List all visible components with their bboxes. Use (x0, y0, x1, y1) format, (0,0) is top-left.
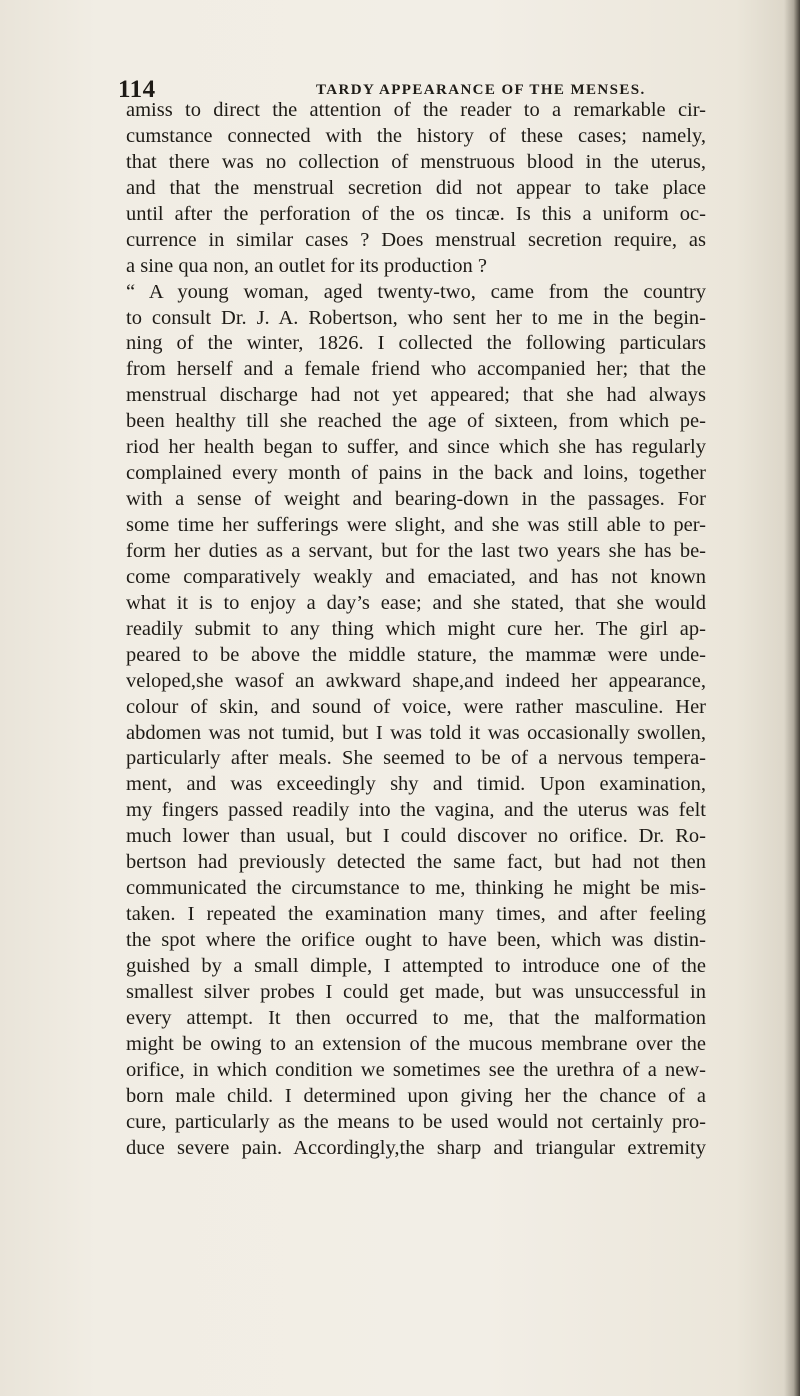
text-line: “ A young woman, aged twenty-two, came from the country (126, 280, 706, 303)
text-line: guished by a small dimple, I attempted to introduce one of the (126, 954, 706, 977)
text-line: amiss to direct the attention of the reader to a remarkable cir- (126, 99, 706, 121)
text-line: much lower than usual, but I could discover no orifice. Dr. Ro- (126, 825, 706, 848)
text-line: colour of skin, and sound of voice, were rather masculine. Her (126, 695, 706, 718)
text-line: a sine qua non, an outlet for its production ? (126, 254, 487, 277)
text-line: come comparatively weakly and emaciated, and has not known (126, 565, 706, 588)
text-line: readily submit to any thing which might cure her. The girl ap- (126, 617, 706, 640)
text-line: and that the menstrual secretion did not appear to take place (126, 176, 706, 199)
text-line: form her duties as a servant, but for the last two years she has be- (126, 539, 706, 562)
text-line: abdomen was not tumid, but I was told it was occasionally swollen, (126, 721, 706, 744)
text-line: riod her health began to suffer, and since which she has regularly (126, 436, 706, 459)
text-line: cumstance connected with the history of these cases; namely, (126, 124, 706, 147)
text-line: been healthy till she reached the age of sixteen, from which pe- (126, 410, 706, 433)
text-line: complained every month of pains in the back and loins, together (126, 462, 706, 485)
text-line: some time her sufferings were slight, and she was still able to per- (126, 514, 706, 536)
text-line: might be owing to an extension of the mucous membrane over the (126, 1032, 706, 1055)
text-line: menstrual discharge had not yet appeared; that she had always (126, 384, 706, 407)
text-line: smallest silver probes I could get made, but was unsuccessful in (126, 980, 706, 1003)
text-line: orifice, in which condition we sometimes see the urethra of a new- (126, 1058, 706, 1081)
text-line: ment, and was exceedingly shy and timid. Upon examination, (126, 773, 706, 796)
text-line: with a sense of weight and bearing-down in the passages. For (126, 488, 706, 511)
running-head: TARDY APPEARANCE OF THE MENSES. (316, 82, 646, 98)
page-edge-shadow (784, 0, 800, 1396)
text-line: ning of the winter, 1826. I collected the following particulars (126, 332, 706, 355)
text-line: veloped,she wasof an awkward shape,and indeed her appearance, (126, 669, 706, 692)
text-line: until after the perforation of the os tincæ. Is this a uniform oc- (126, 202, 706, 225)
page-number: 114 (118, 76, 156, 103)
text-line: to consult Dr. J. A. Robertson, who sent her to me in the begin- (126, 306, 706, 329)
text-line: peared to be above the middle stature, the mammæ were unde- (126, 643, 706, 666)
text-line: communicated the circumstance to me, thinking he might be mis- (126, 877, 706, 900)
text-line: particularly after meals. She seemed to be of a nervous tempera- (126, 747, 706, 770)
text-line: taken. I repeated the examination many times, and after feeling (126, 903, 706, 926)
body-text (126, 98, 706, 1161)
text-line: currence in similar cases ? Does menstrual secretion require, as (126, 228, 706, 251)
text-line: born male child. I determined upon giving her the chance of a (126, 1084, 706, 1107)
text-line: that there was no collection of menstruous blood in the uterus, (126, 150, 706, 173)
text-line: the spot where the orifice ought to have been, which was distin- (126, 929, 706, 951)
text-line: what it is to enjoy a day’s ease; and she stated, that she would (126, 591, 706, 614)
text-line: bertson had previously detected the same fact, but had not then (126, 851, 706, 874)
text-line: cure, particularly as the means to be used would not certainly pro- (126, 1110, 706, 1133)
text-line: my fingers passed readily into the vagina, and the uterus was felt (126, 799, 706, 822)
text-line: every attempt. It then occurred to me, that the malformation (126, 1006, 706, 1029)
text-line: duce severe pain. Accordingly,the sharp and triangular extremity (126, 1136, 706, 1159)
text-line: from herself and a female friend who accompanied her; that the (126, 358, 706, 381)
